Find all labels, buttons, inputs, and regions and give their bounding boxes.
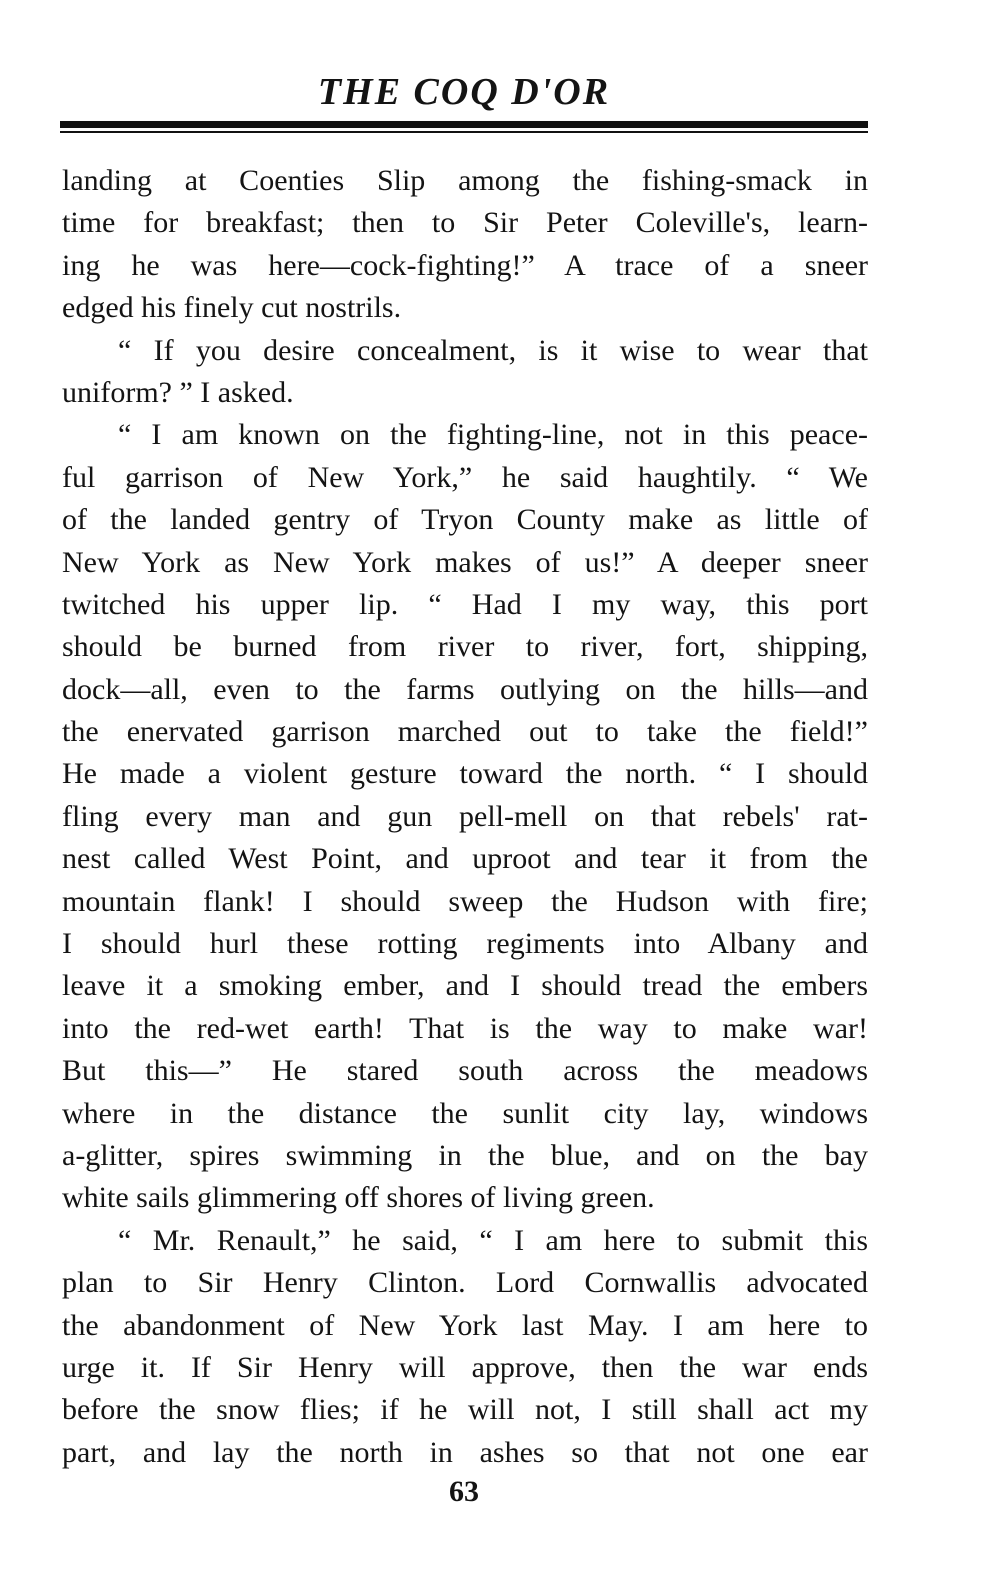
text-line: landing at Coenties Slip among the fishing-smack in	[62, 164, 868, 197]
text-line: a-glitter, spires swimming in the blue, and on the bay	[62, 1138, 868, 1172]
text-line: mountain flank! I should sweep the Hudson with fire;	[62, 884, 868, 918]
text-line: nest called West Point, and uproot and tear it from the	[62, 842, 868, 876]
running-head-title: THE COQ D'OR	[317, 71, 611, 113]
text-line: before the snow flies; if he will not, I still shall act my	[62, 1393, 868, 1427]
text-line: the enervated garrison marched out to take the field!”	[62, 715, 868, 749]
text-line: uniform? ” I asked.	[62, 375, 294, 409]
text-line: ful garrison of New York,” he said haughtily. “ We	[62, 460, 868, 494]
text-line: of the landed gentry of Tryon County make as little of	[62, 503, 868, 537]
page-number: 63	[449, 1475, 479, 1508]
text-line: “ I am known on the fighting-line, not in this peace-	[118, 418, 868, 452]
text-line: part, and lay the north in ashes so that not one ear	[62, 1435, 868, 1469]
header-rule-thick	[60, 121, 868, 128]
text-line: time for breakfast; then to Sir Peter Coleville's, learn-	[62, 206, 868, 240]
text-line: where in the distance the sunlit city lay, windows	[62, 1096, 868, 1130]
header-rule-thin	[60, 131, 868, 133]
text-line: the abandonment of New York last May. I am here to	[62, 1308, 868, 1342]
text-line: urge it. If Sir Henry will approve, then the war ends	[62, 1350, 868, 1384]
body-text	[62, 160, 868, 1474]
text-line: twitched his upper lip. “ Had I my way, this port	[62, 587, 868, 621]
text-line: into the red-wet earth! That is the way to make war!	[62, 1011, 868, 1045]
text-line: fling every man and gun pell-mell on that rebels' rat-	[62, 799, 868, 833]
text-line: New York as New York makes of us!” A deeper sneer	[62, 545, 868, 579]
text-line: He made a violent gesture toward the north. “ I should	[62, 757, 868, 791]
text-line: should be burned from river to river, fort, shipping,	[62, 630, 868, 664]
text-line: “ If you desire concealment, is it wise to wear that	[118, 333, 868, 367]
text-line: plan to Sir Henry Clinton. Lord Cornwallis advocated	[62, 1266, 868, 1300]
text-line: “ Mr. Renault,” he said, “ I am here to submit this	[118, 1223, 868, 1257]
text-line: I should hurl these rotting regiments into Albany and	[62, 927, 868, 961]
text-line: edged his finely cut nostrils.	[62, 291, 402, 325]
text-line: dock—all, even to the farms outlying on the hills—and	[62, 672, 868, 706]
text-line: leave it a smoking ember, and I should tread the embers	[62, 969, 868, 1003]
text-line: But this—” He stared south across the meadows	[62, 1054, 868, 1088]
text-line: white sails glimmering off shores of living green.	[62, 1181, 655, 1215]
text-line: ing he was here—cock-fighting!” A trace of a sneer	[62, 248, 868, 282]
